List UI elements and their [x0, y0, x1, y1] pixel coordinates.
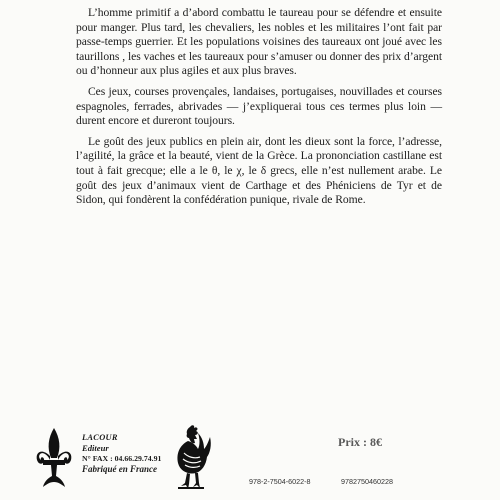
paragraph-3: Le goût des jeux publics en plein air, dont les dieux sont la force, l’adresse, l’agilité, la grâce et la beauté, vient de la Grèce. La prononciation castillane est tout à fait grecque; elle a le θ, le χ, le δ grecs, elle n’est nullement arabe. Le goût des jeux d’animaux vient de Carthage et des Phéniciens de Tyr et de Sidon, qui fondèrent la confédération punique, rivale de Rome. [76, 134, 442, 207]
publisher-name: LACOUR [82, 433, 118, 442]
rooster-logo-icon [168, 423, 216, 491]
colophon-footer [0, 420, 500, 500]
publisher-info [82, 433, 161, 475]
publisher-fax: N° FAX : 04.66.29.74.91 [82, 453, 162, 463]
fleur-de-lis-icon [34, 426, 74, 490]
isbn-number: 978-2-7504-6022-8 [249, 477, 311, 486]
publisher-role: Editeur [82, 443, 109, 454]
paragraph-1: L’homme primitif a d’abord combattu le taureau pour se défendre et ensuite pour manger. Plus tard, les chevaliers, les nobles et les militaires l’ont fait par passe-temps guerrier. Et les populations voisines des taureaux ont joué avec les taurillons , les vaches et les taureaux pour s’amuser ou donner des prix d’argent ou d’honneur aux plus agiles et aux plus braves. [76, 6, 442, 78]
paragraph-2: Ces jeux, courses provençales, landaises, portugaises, nouvillades et courses espagnoles, ferrades, abrivades — j’expliquerai tous ces termes plus loin — durent encore et dureront toujours. [76, 84, 442, 128]
made-in-label: Fabriqué en France [82, 464, 158, 475]
ean-barcode-number: 9782750460228 [341, 477, 393, 486]
price-label: Prix : 8€ [338, 435, 382, 449]
body-text [76, 6, 442, 214]
